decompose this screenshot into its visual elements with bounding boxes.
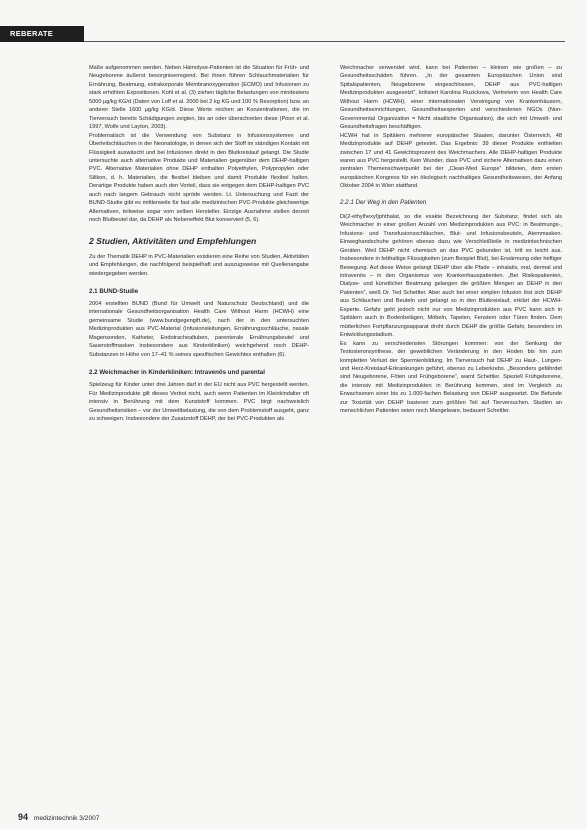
paragraph: Weichmacher verwendet wird, kann bei Patienten – kleinen wie großen – zu Gesundheitsschäden führen. „In der gesamten Europäischen Union sind Spitalspatienten, Neugeborene eingeschlossen, DEHP aus PVC-haltigen Medizinprodukten ausgesetzt“, kritisiert Karolina Ruzickova, Vertreterin von Health Care Without Harm (HCWH), einer internationalen Vereinigung von Krankenhäusern, Gesundheitseinrichtungen, Gesundheitsexperten und verschiedenen NGOs (Non-Governmental Organization = Nicht staatliche Organisation), die sich mit Umwelt- und Gesundheitsfragen beschäftigen. [340,65,562,131]
header-rule [84,41,565,42]
section-tab: REBERATE [0,26,84,42]
left-column [89,64,309,423]
paragraph: Di(2-ethylhexyl)phthalat, so die exakte Bezeichnung der Substanz, findet sich als Weichmacher in einer großen Anzahl von Medizinprodukten aus PVC: in Beatmungs-, Infusions- und Transfusionsschläuchen, Blut- und Infusionsbeuteln, Atemmasken. Einweghandschuhe gehören ebenso dazu wie Verschleißteile in medizintechnischen Geräten. Weil DEHP nicht chemisch an das PVC gebunden ist, tritt es leicht aus. Insbesondere in fetthaltige Flüssigkeiten (zum Beispiel Blut), bei Erwärmung oder heftiger Bewegung. Auf diese Weise gelangt DEHP über alle Pfade – inhalativ, oral, dermal und intravenös – in den Organismus von Krankenhauspatienten. „Bei Risikopatienten, Dialyse- und künstlicher Beatmung gelangen die größten Mengen an DEHP in den Patienten“, weiß Dr. Ted Schettler. Aber auch bei einer simplen Infusion löst sich DEHP aus Schläuchen und Beuteln und gelangt so in den Blutkreislauf, erklärt der HCWH-Experte. Gefahr geht jedoch nicht nur von Medizinprodukten aus PVC kann sich in Spitälern auch in Bodenbelägen, Möbeln, Tapeten, Fenstern oder Türen finden. Dem mütterlichen Fortpflanzungsapparat droht durch DEHP die größte Gefahr, besonders im Entwicklungsstadium. [340,213,562,339]
paragraph: Maße aufgenommen werden. Neben Hämolyse-Patienten ist die Situation für Früh- und Neugeborene äußerst besorgniserregend. Bei ihnen führen Schlauchmaterialien für Ernährung, Beatmung, extrakorporale Membranoxygenation (ECMO) und Infusionen zu stark erhöhten Expositionen. Kohl et al. (3) ziehen tägliche Belastungen von mindestens 5000 µg/kg KG/d (Daten von Loff et al. 2000 bei 2 kg KG und 100 % Resorption) bzw. an anderer Stelle 1600 µg/kg KG/d. Diese Werte reichen an Konzentrationen, die im Tierversuch bereits Schädigungen zeigten, bis an oder überschreiten diese (Poon et al. 1997, Wolfe und Layton, 2003). [89,65,309,131]
subsection-heading: 2.1 BUND-Studie [89,287,139,295]
subsection-heading: 2.2 Weichmacher in Kinderkliniken: Intravenös und parental [89,369,265,377]
page-number: 94 [18,812,29,822]
right-column [340,64,562,416]
section-heading: 2 Studien, Aktivitäten und Empfehlungen [89,235,257,246]
page-footer [18,813,99,823]
paragraph: 2004 erstellten BUND (Bund für Umwelt und Naturschutz Deutschland) und die internationale Gesundheitsorganisation Health Care Without Harm (HCWH) eine gemeinsame Studie (www.bundgegengift.de), nach der in den untersuchten Medizinprodukten aus PVC-Material (Infusionsleitungen, Ernährungsschläuche, nasale Magensonden, Katheter, Endotrachealtuben, parenterale Ernährungsbeutel und Sauerstoffmasken insbesondere aus Kinderkliniken) weichgehend noch DEHP-Substanzen in Höhe von 17–41 % seines spezifischen Gewichtes enthalten (6). [89,300,309,358]
journal-name: medizintechnik 3/2007 [33,815,100,822]
paragraph: HCWH hat in Spitälern mehrerer europäischer Staaten, darunter Österreich, 48 Medizinprodukte auf DEHP getestet. Das Ergebnis: 39 dieser Produkte enthielten zwischen 17 und 41 Gewichtsprozent des Weichmachers. Alle DEHP-haltigen Produkte waren aus PVC hergestellt. Kein Wunder, dass PVC und sichere Alternativen dazu einen zentralen Themenschwerpunkt bei der „Clean-Med Europe“ bildeten, dem ersten europäischen Kongress für ein ökologisch nachhaltiges Gesundheitswesen, der Anfang Oktober 2004 in Wien stattfand. [340,132,562,190]
paragraph: Zu der Thematik DEHP in PVC-Materialien existieren eine Reihe von Studien, Aktivitäten und Empfehlungen, die nachfolgend beispielhaft und auszugsweise mit Quellenangabe wiedergegeben werden. [89,253,309,277]
paragraph: Problematisch ist die Verwendung von Substanz in Infusionssystemen und Überleitschläuchen in der Neonatologie, in denen sich der Stoff im ständigen Kontakt mit Flüssigkeit auswäscht und bei Infusionen direkt in den Blutkreislauf gelangt. Die Studie untersuchte auch alternative Produkte und Materialien gegenüber dem DEHP-haltigen PVC. Alternative Materialien ohne DEHP enthalten Polyethylen, Polypropylen oder Silikon, d. h. Materialien, die flexibel bleiben und damit Produkte flexibel halten. Derartige Produkte haben auch den Vorteil, dass sie entgegen dem DEHP-haltigen PVC auch nach langem Gebrauch nicht spröde werden. Lt. Untersuchung und Fazit der BUND-Studie gibt es mittlerweile für fast alle medizinischen PVC-Produkte gleichwertige Alternativen, teilweise sogar vom selben Hersteller. Einzige Ausnahme stellen derzeit noch Blutbeutel dar, da DEHP als Nebeneffekt Blut konserviert (5, 6). [89,132,309,224]
paragraph: Spielzeug für Kinder unter drei Jahren darf in der EU nicht aus PVC hergestellt werden. Für Medizinprodukte gilt dieses Verbot nicht, auch wenn Patienten im Kleinkindalter oft intensiv in Berührung mit dem Kunststoff kommen. PVC birgt nachweislich Gesundheitsrisiken – vor der Umweltbelastung, die von dem Problemstoff ausgeht, ganz zu schweigen. Insbesondere der Zusatzstoff DEHP, der bei PVC-Produkten als [89,382,309,422]
subsection-heading: 2.2.1 Der Weg in den Patienten [340,198,427,206]
paragraph: Es kann zu verschiedensten Störungen kommen: von der Senkung der Testosteronsynthese, der gewebliichen Veränderung in den Hoden bis hin zum kompletten Verlust der Spermienbildung. Im Tierversuch hat DEHP zu Haut-, Lungen- und Herz-Kreislauf-Erkrankungen geführt, ebenso zu Leberkrebs. „Besonders gefährdet sind Neugeborene, Föten und Frühgeborene“, warnt Schettler. Speziell Frühgeborene, die intensiv mit Medizinprodukten in Berührung kommen, sind im Vergleich zu Erwachsenen einer bis zu 1.000-fachen Belastung von DEHP ausgesetzt. Die Befunde zur Toxizität von DEHP basieren zum größten Teil auf Tierversuchen. Studien an menschlichen Patienten seien noch Mangelware, bedauert Schettler. [340,340,562,415]
